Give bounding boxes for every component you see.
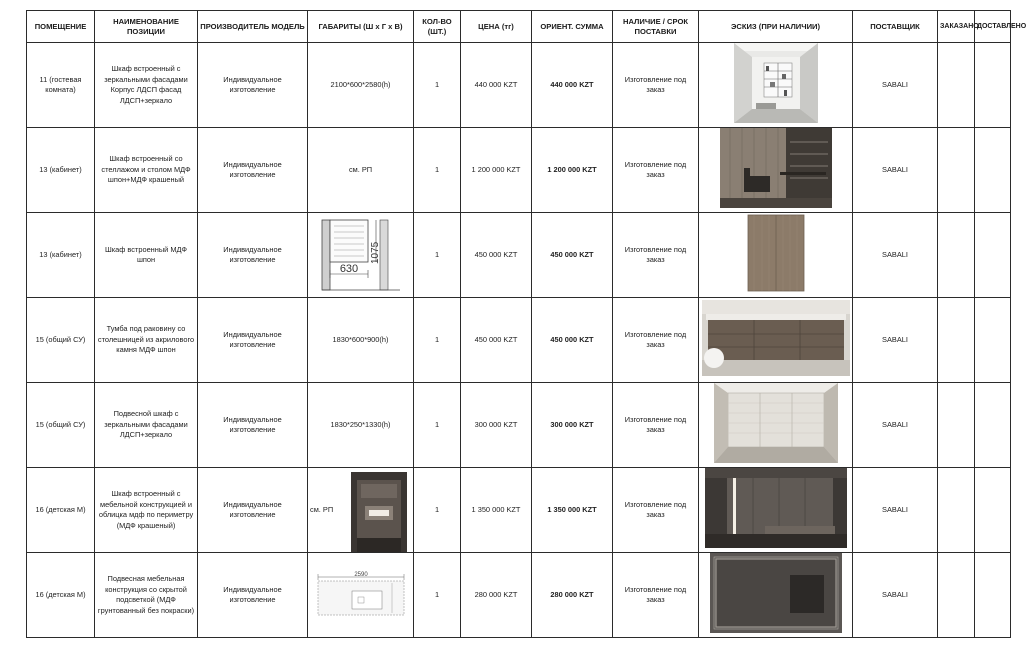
cell-dims: 2100*600*2580(h)	[308, 43, 414, 128]
header-ordered: ЗАКАЗАНО	[938, 11, 975, 43]
cell-supplier: SABALI	[853, 213, 938, 298]
table-row	[27, 213, 1011, 298]
header-qty: КОЛ-ВО (ШТ.)	[414, 11, 461, 43]
cell-sum: 440 000 KZT	[532, 43, 613, 128]
cell-dims: см. РП	[308, 128, 414, 213]
panel-plan-drawing-icon	[312, 571, 410, 619]
plan-height-label: 1075	[369, 241, 381, 264]
cell-avail: Изготовление под заказ	[613, 128, 699, 213]
cell-delivered[interactable]	[975, 213, 1011, 298]
cell-qty: 1	[414, 298, 461, 383]
cell-room: 15 (общий СУ)	[27, 383, 95, 468]
cell-delivered[interactable]	[975, 468, 1011, 553]
cell-ordered[interactable]	[938, 468, 975, 553]
cell-delivered[interactable]	[975, 298, 1011, 383]
cell-name: Шкаф встроенный МДФ шпон	[95, 213, 198, 298]
header-avail: НАЛИЧИЕ / СРОК ПОСТАВКИ	[613, 11, 699, 43]
cell-room: 16 (детская М)	[27, 553, 95, 638]
table-row	[27, 128, 1011, 213]
header-sum: ОРИЕНТ. СУММА	[532, 11, 613, 43]
cell-qty: 1	[414, 43, 461, 128]
vanity-photo-icon	[702, 300, 850, 376]
cell-sketch	[699, 553, 853, 638]
cell-room: 16 (детская М)	[27, 468, 95, 553]
header-room: ПОМЕЩЕНИЕ	[27, 11, 95, 43]
cell-qty: 1	[414, 128, 461, 213]
cell-qty: 1	[414, 553, 461, 638]
cell-maker: Индивидуальное изготовление	[198, 383, 308, 468]
cell-room: 15 (общий СУ)	[27, 298, 95, 383]
cell-qty: 1	[414, 213, 461, 298]
cell-price: 440 000 KZT	[461, 43, 532, 128]
cell-sketch	[699, 128, 853, 213]
cell-sketch	[699, 213, 853, 298]
cell-maker: Индивидуальное изготовление	[198, 298, 308, 383]
cell-supplier: SABALI	[853, 298, 938, 383]
furniture-spec-table	[26, 10, 1026, 638]
cell-maker: Индивидуальное изготовление	[198, 468, 308, 553]
cell-supplier: SABALI	[853, 383, 938, 468]
room-shelving-photo-icon	[734, 43, 818, 123]
cell-sketch	[699, 383, 853, 468]
cell-qty: 1	[414, 468, 461, 553]
cell-ordered[interactable]	[938, 298, 975, 383]
cell-avail: Изготовление под заказ	[613, 43, 699, 128]
cell-supplier: SABALI	[853, 468, 938, 553]
header-row	[27, 11, 1011, 43]
cell-avail: Изготовление под заказ	[613, 468, 699, 553]
cell-delivered[interactable]	[975, 383, 1011, 468]
cell-sketch	[699, 298, 853, 383]
table-row	[27, 383, 1011, 468]
dims-note: см. РП	[310, 504, 334, 514]
kids-room-photo-icon	[705, 468, 847, 548]
cell-delivered[interactable]	[975, 553, 1011, 638]
cell-room: 13 (кабинет)	[27, 213, 95, 298]
cell-sum: 1 200 000 KZT	[532, 128, 613, 213]
cell-maker: Индивидуальное изготовление	[198, 128, 308, 213]
cell-room: 13 (кабинет)	[27, 128, 95, 213]
cell-ordered[interactable]	[938, 128, 975, 213]
cell-supplier: SABALI	[853, 553, 938, 638]
cell-sum: 450 000 KZT	[532, 213, 613, 298]
cell-dims	[308, 468, 414, 553]
cell-price: 280 000 KZT	[461, 553, 532, 638]
wood-wardrobe-photo-icon	[746, 213, 806, 293]
cell-price: 1 350 000 KZT	[461, 468, 532, 553]
cell-maker: Индивидуальное изготовление	[198, 43, 308, 128]
table-row	[27, 298, 1011, 383]
cell-price: 1 200 000 KZT	[461, 128, 532, 213]
plan-width-label: 630	[339, 263, 358, 275]
cell-ordered[interactable]	[938, 43, 975, 128]
cell-name: Подвесная мебельная конструкция со скрытой подсветкой (МДФ грунтованный без покраски)	[95, 553, 198, 638]
cell-maker: Индивидуальное изготовление	[198, 553, 308, 638]
cell-dims: 1830*250*1330(h)	[308, 383, 414, 468]
mirror-cabinet-photo-icon	[714, 383, 838, 463]
cell-sum: 300 000 KZT	[532, 383, 613, 468]
cell-qty: 1	[414, 383, 461, 468]
table-row	[27, 43, 1011, 128]
cell-name: Шкаф встроенный со стеллажом и столом МДФ шпон+МДФ крашеный	[95, 128, 198, 213]
cell-name: Подвесной шкаф с зеркальными фасадами ЛДСП+зеркало	[95, 383, 198, 468]
cell-name: Шкаф встроенный с зеркальными фасадами Корпус ЛДСП фасад ЛДСП+зеркало	[95, 43, 198, 128]
cell-name: Тумба под раковину со столешницей из акрилового камня МДФ шпон	[95, 298, 198, 383]
backlit-panel-photo-icon	[710, 553, 842, 633]
cell-delivered[interactable]	[975, 43, 1011, 128]
table-row	[27, 553, 1011, 638]
cell-delivered[interactable]	[975, 128, 1011, 213]
cell-price: 300 000 KZT	[461, 383, 532, 468]
cell-maker: Индивидуальное изготовление	[198, 213, 308, 298]
header-dims: ГАБАРИТЫ (Ш х Г х В)	[308, 11, 414, 43]
cell-dims	[308, 213, 414, 298]
plan-drawing-icon	[320, 216, 402, 294]
cell-ordered[interactable]	[938, 213, 975, 298]
cell-dims	[308, 553, 414, 638]
niche-photo-icon	[351, 472, 407, 552]
cell-ordered[interactable]	[938, 383, 975, 468]
header-sketch: ЭСКИЗ (ПРИ НАЛИЧИИ)	[699, 11, 853, 43]
cell-sketch	[699, 43, 853, 128]
cell-sketch	[699, 468, 853, 553]
cell-dims: 1830*600*900(h)	[308, 298, 414, 383]
cell-ordered[interactable]	[938, 553, 975, 638]
cell-supplier: SABALI	[853, 128, 938, 213]
study-room-photo-icon	[720, 128, 832, 208]
cell-room: 11 (гостевая комната)	[27, 43, 95, 128]
cell-price: 450 000 KZT	[461, 213, 532, 298]
plan-width-label: 2590	[353, 572, 368, 578]
header-supplier: ПОСТАВЩИК	[853, 11, 938, 43]
table-row	[27, 468, 1011, 553]
cell-sum: 1 350 000 KZT	[532, 468, 613, 553]
cell-sum: 280 000 KZT	[532, 553, 613, 638]
cell-avail: Изготовление под заказ	[613, 213, 699, 298]
cell-sum: 450 000 KZT	[532, 298, 613, 383]
cell-supplier: SABALI	[853, 43, 938, 128]
cell-avail: Изготовление под заказ	[613, 298, 699, 383]
cell-price: 450 000 KZT	[461, 298, 532, 383]
header-name: НАИМЕНОВАНИЕ ПОЗИЦИИ	[95, 11, 198, 43]
header-maker: ПРОИЗВОДИТЕЛЬ МОДЕЛЬ	[198, 11, 308, 43]
cell-name: Шкаф встроенный с мебельной конструкцией и облицка мдф по периметру (МДФ крашеный)	[95, 468, 198, 553]
cell-avail: Изготовление под заказ	[613, 553, 699, 638]
header-delivered: ДОСТАВЛЕНО	[975, 11, 1011, 43]
header-price: ЦЕНА (тг)	[461, 11, 532, 43]
cell-avail: Изготовление под заказ	[613, 383, 699, 468]
